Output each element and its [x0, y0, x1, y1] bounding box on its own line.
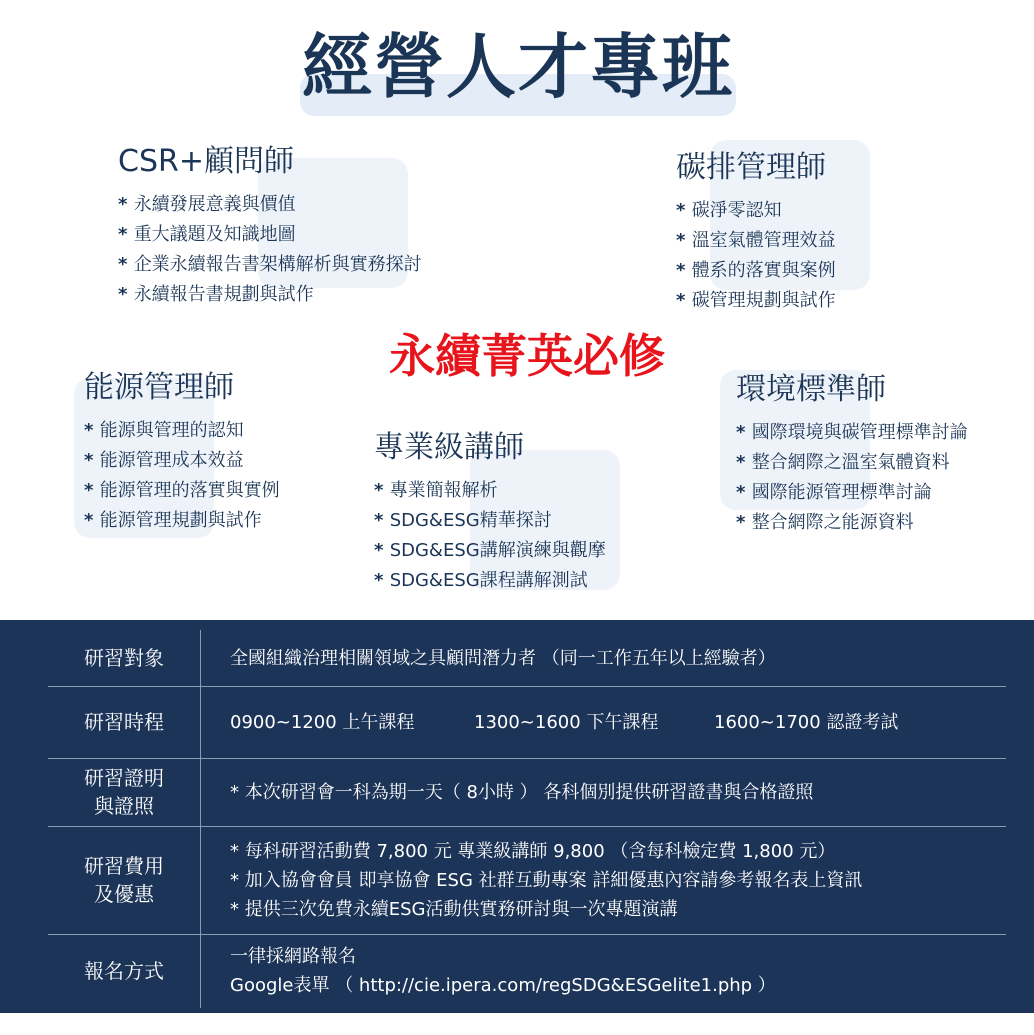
headline: 永續菁英必修 — [389, 329, 665, 383]
course-item: * 體系的落實與案例 — [676, 256, 836, 286]
info-label: 研習時程 — [48, 686, 201, 758]
course-environment — [736, 370, 968, 538]
registration-link[interactable]: Google表單 （ http://cie.ipera.com/regSDG&ESGelite1.php ） — [230, 975, 776, 996]
course-item: * 專業簡報解析 — [374, 476, 606, 506]
info-row-certificate — [48, 758, 1006, 827]
course-carbon — [676, 148, 836, 316]
course-item: * 碳淨零認知 — [676, 196, 836, 226]
info-label — [48, 758, 201, 826]
title-banner — [300, 22, 736, 114]
course-item: * 能源與管理的認知 — [84, 416, 280, 446]
info-panel — [0, 620, 1034, 1013]
course-title: CSR+顧問師 — [118, 144, 294, 179]
course-item: * 碳管理規劃與試作 — [676, 286, 836, 316]
info-label-line: 與證照 — [94, 794, 154, 818]
info-label: 報名方式 — [48, 934, 201, 1008]
info-value: * 本次研習會一科為期一天（ 8小時 ） 各科個別提供研習證書與合格證照 — [230, 781, 814, 803]
course-title: 碳排管理師 — [676, 150, 826, 185]
course-item: * 永續報告書規劃與試作 — [118, 280, 422, 310]
course-item: * 溫室氣體管理效益 — [676, 226, 836, 256]
info-value: * 加入協會會員 即享協會 ESG 社群互動專案 詳細優惠內容請參考報名表上資訊 — [230, 869, 863, 891]
course-lecturer — [374, 428, 606, 596]
course-csr — [118, 142, 422, 310]
course-item: * SDG&ESG講解演練與觀摩 — [374, 536, 606, 566]
course-item: * 能源管理規劃與試作 — [84, 506, 280, 536]
course-energy — [84, 368, 280, 536]
course-item: * 國際能源管理標準討論 — [736, 478, 968, 508]
schedule-afternoon: 1300~1600 下午課程 — [474, 711, 659, 733]
info-label-line: 研習費用 — [84, 854, 164, 878]
course-title: 能源管理師 — [84, 370, 234, 405]
info-label-line: 及優惠 — [94, 882, 154, 906]
course-item: * 整合網際之能源資料 — [736, 508, 968, 538]
info-label-line: 研習證明 — [84, 766, 164, 790]
info-row-registration — [48, 934, 1006, 1008]
course-item: * 永續發展意義與價值 — [118, 190, 422, 220]
info-value: 一律採網路報名 — [230, 946, 356, 967]
course-item: * SDG&ESG精華探討 — [374, 506, 606, 536]
info-label: 研習對象 — [48, 630, 201, 686]
info-value: 全國組織治理相關領域之具顧問潛力者 （同一工作五年以上經驗者） — [230, 647, 776, 669]
course-item: * 整合網際之溫室氣體資料 — [736, 448, 968, 478]
course-title: 專業級講師 — [374, 430, 524, 465]
course-item: * SDG&ESG課程講解測試 — [374, 566, 606, 596]
course-item: * 企業永續報告書架構解析與實務探討 — [118, 250, 422, 280]
course-item: * 重大議題及知識地圖 — [118, 220, 422, 250]
schedule-morning: 0900~1200 上午課程 — [230, 711, 415, 733]
info-row-schedule — [48, 686, 1006, 759]
info-row-target — [48, 630, 1006, 687]
course-item: * 國際環境與碳管理標準討論 — [736, 418, 968, 448]
info-value: * 每科研習活動費 7,800 元 專業級講師 9,800 （含每科檢定費 1,800 元） — [230, 840, 836, 862]
course-item: * 能源管理的落實與實例 — [84, 476, 280, 506]
info-value: * 提供三次免費永續ESG活動供實務研討與一次專題演講 — [230, 898, 678, 920]
course-title: 環境標準師 — [736, 372, 886, 407]
schedule-exam: 1600~1700 認證考試 — [714, 711, 899, 733]
info-row-fee — [48, 826, 1006, 935]
schedule-times — [230, 708, 1006, 737]
course-item: * 能源管理成本效益 — [84, 446, 280, 476]
info-label — [48, 826, 201, 934]
page-title: 經營人才專班 — [302, 26, 734, 108]
